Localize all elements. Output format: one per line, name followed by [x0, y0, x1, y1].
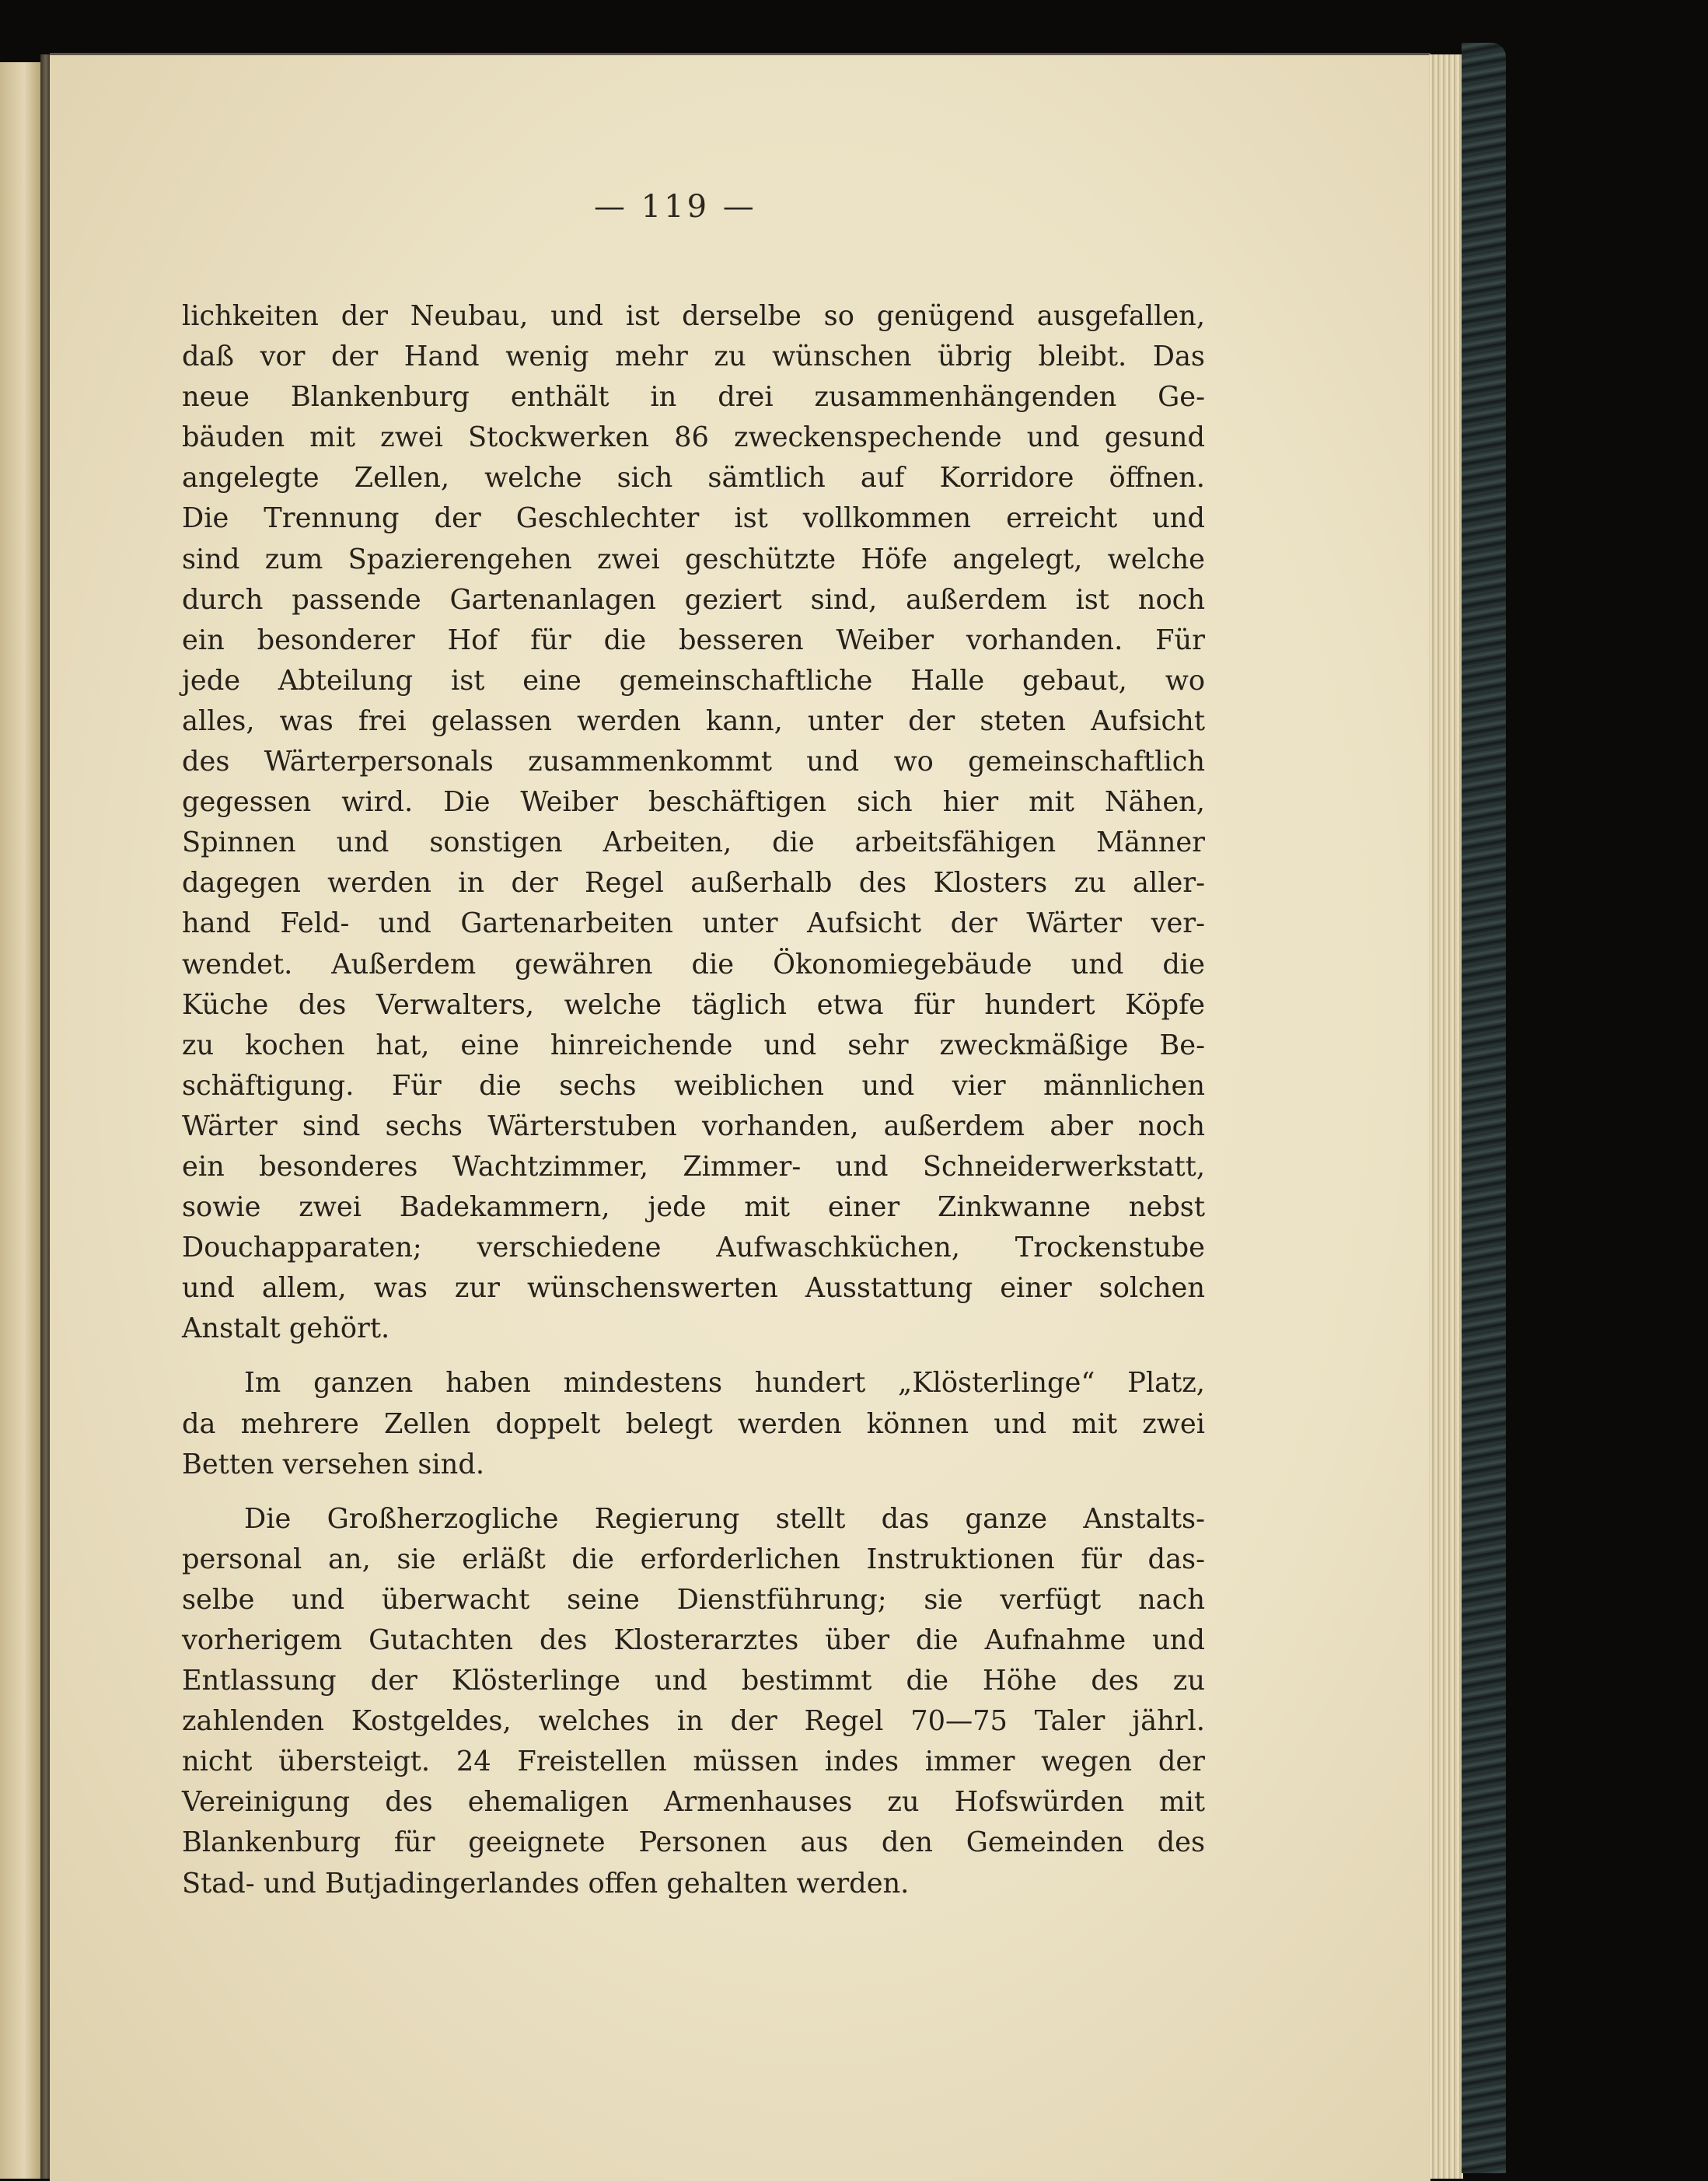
text-line: lichkeiten der Neubau, und ist derselbe so genügend ausgefallen, [182, 300, 1205, 332]
book-cover [1462, 43, 1506, 2173]
text-line: ein besonderes Wachtzimmer, Zimmer- und Schneiderwerkstatt, [182, 1150, 1205, 1183]
text-line: zu kochen hat, eine hinreichende und sehr zweckmäßige Be- [182, 1029, 1205, 1061]
text-line: daß vor der Hand wenig mehr zu wünschen übrig bleibt. Das [182, 341, 1205, 373]
text-line: Douchapparaten; verschiedene Aufwaschküchen, Trockenstube [182, 1232, 1205, 1264]
text-line: Betten versehen sind. [182, 1448, 485, 1480]
text-line: Blankenburg für geeignete Personen aus den Gemeinden des [182, 1826, 1205, 1859]
text-line: vorherigem Gutachten des Klosterarztes über die Aufnahme und [182, 1624, 1205, 1656]
text-line: da mehrere Zellen doppelt belegt werden können und mit zwei [182, 1407, 1205, 1440]
text-line: bäuden mit zwei Stockwerken 86 zweckenspechende und gesund [182, 421, 1205, 454]
book-page [50, 53, 1430, 2181]
text-line: gegessen wird. Die Weiber beschäftigen sich hier mit Nähen, [182, 786, 1205, 819]
text-line: schäftigung. Für die sechs weiblichen und vier männlichen [182, 1069, 1205, 1102]
text-line: Die Großherzogliche Regierung stellt das ganze Anstalts- [244, 1502, 1205, 1535]
text-line: Wärter sind sechs Wärterstuben vorhanden, außerdem aber noch [182, 1110, 1205, 1142]
text-line: neue Blankenburg enthält in drei zusammenhängenden Ge- [182, 381, 1205, 414]
body-text [182, 296, 1205, 1904]
text-line: durch passende Gartenanlagen geziert sind, außerdem ist noch [182, 583, 1205, 616]
text-line: nicht übersteigt. 24 Freistellen müssen indes immer wegen der [182, 1746, 1205, 1778]
text-line: Küche des Verwalters, welche täglich etwa für hundert Köpfe [182, 988, 1205, 1021]
page-edges [1429, 54, 1463, 2179]
text-line: angelegte Zellen, welche sich sämtlich auf Korridore öffnen. [182, 462, 1205, 495]
text-line: Spinnen und sonstigen Arbeiten, die arbeitsfähigen Männer [182, 827, 1205, 859]
facing-page-edge [0, 62, 40, 2179]
text-line: Anstalt gehört. [182, 1312, 390, 1345]
text-line: wendet. Außerdem gewähren die Ökonomiegebäude und die [182, 948, 1205, 980]
text-line: des Wärterpersonals zusammenkommt und wo gemeinschaftlich [182, 746, 1205, 778]
text-line: selbe und überwacht seine Dienstführung; sie verfügt nach [182, 1583, 1205, 1616]
text-line: hand Feld- und Gartenarbeiten unter Aufsicht der Wärter ver- [182, 907, 1205, 940]
text-line: Vereinigung des ehemaligen Armenhauses zu Hofswürden mit [182, 1786, 1205, 1819]
text-line: Stad- und Butjadingerlandes offen gehalten werden. [182, 1867, 910, 1900]
paragraph [182, 1499, 1205, 1904]
paragraph-spacing [182, 1485, 1205, 1499]
text-line: dagegen werden in der Regel außerhalb des Klosters zu aller- [182, 867, 1205, 900]
text-line: Die Trennung der Geschlechter ist vollkommen erreicht und [182, 502, 1205, 535]
text-line: Entlassung der Klösterlinge und bestimmt die Höhe des zu [182, 1665, 1205, 1697]
text-line: Im ganzen haben mindestens hundert „Klösterlinge“ Platz, [244, 1367, 1205, 1400]
text-line: jede Abteilung ist eine gemeinschaftliche Halle gebaut, wo [182, 664, 1205, 697]
page-number-text: — 119 — [594, 189, 757, 225]
paragraph [182, 296, 1205, 1349]
text-line: personal an, sie erläßt die erforderlichen Instruktionen für das- [182, 1543, 1205, 1575]
paragraph-spacing [182, 1349, 1205, 1363]
text-line: sind zum Spazierengehen zwei geschützte Höfe angelegt, welche [182, 543, 1205, 575]
text-line: ein besonderer Hof für die besseren Weiber vorhanden. Für [182, 624, 1205, 656]
text-line: und allem, was zur wünschenswerten Ausstattung einer solchen [182, 1272, 1205, 1305]
text-line: sowie zwei Badekammern, jede mit einer Zinkwanne nebst [182, 1191, 1205, 1224]
paragraph [182, 1363, 1205, 1484]
text-line: zahlenden Kostgeldes, welches in der Regel 70—75 Taler jährl. [182, 1705, 1205, 1738]
text-line: alles, was frei gelassen werden kann, unter der steten Aufsicht [182, 704, 1205, 737]
